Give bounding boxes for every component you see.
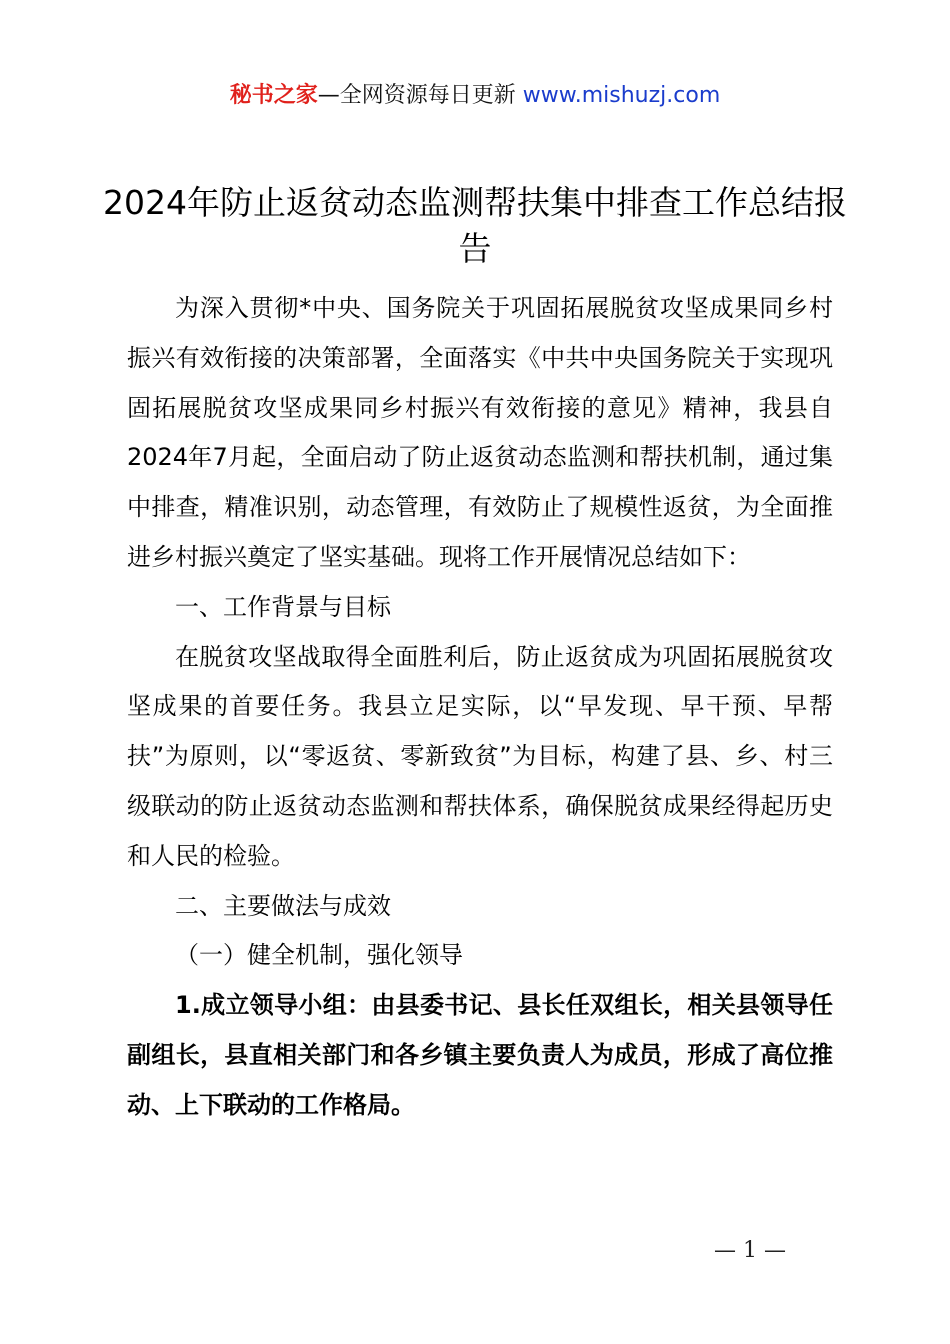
document-title: 2024年防止返贫动态监测帮扶集中排查工作总结报告	[103, 183, 847, 268]
header-tagline: —全网资源每日更新	[317, 83, 516, 108]
document-body	[127, 284, 833, 1131]
intro-paragraph: 为深入贯彻*中央、国务院关于巩固拓展脱贫攻坚成果同乡村振兴有效衔接的决策部署，全面落实《中共中央国务院关于实现巩固拓展脱贫攻坚成果同乡村振兴有效衔接的意见》精神，我县自2024年7月起，全面启动了防止返贫动态监测和帮扶机制，通过集中排查，精准识别，动态管理，有效防止了规模性返贫，为全面推进乡村振兴奠定了坚实基础。现将工作开展情况总结如下：	[127, 294, 833, 571]
site-header-banner	[0, 80, 950, 112]
subsection-heading-mechanism: （一）健全机制，强化领导	[175, 941, 463, 970]
leading-group-paragraph: 1.成立领导小组：由县委书记、县长任双组长，相关县领导任副组长，县直相关部门和各乡镇主要负责人为成员，形成了高位推动、上下联动的工作格局。	[127, 991, 833, 1119]
brand-name: 秘书之家	[229, 83, 318, 108]
section-heading-background: 一、工作背景与目标	[175, 592, 391, 621]
background-paragraph: 在脱贫攻坚战取得全面胜利后，防止返贫成为巩固拓展脱贫攻坚成果的首要任务。我县立足实际，以“早发现、早干预、早帮扶”为原则，以“零返贫、零新致贫”为目标，构建了县、乡、村三级联动的防止返贫动态监测和帮扶体系，确保脱贫成果经得起历史和人民的检验。	[127, 642, 833, 870]
header-url-link[interactable]: www.mishuzj.com	[522, 83, 721, 108]
page-number: — 1 —	[714, 1238, 786, 1263]
section-heading-measures: 二、主要做法与成效	[175, 891, 391, 920]
